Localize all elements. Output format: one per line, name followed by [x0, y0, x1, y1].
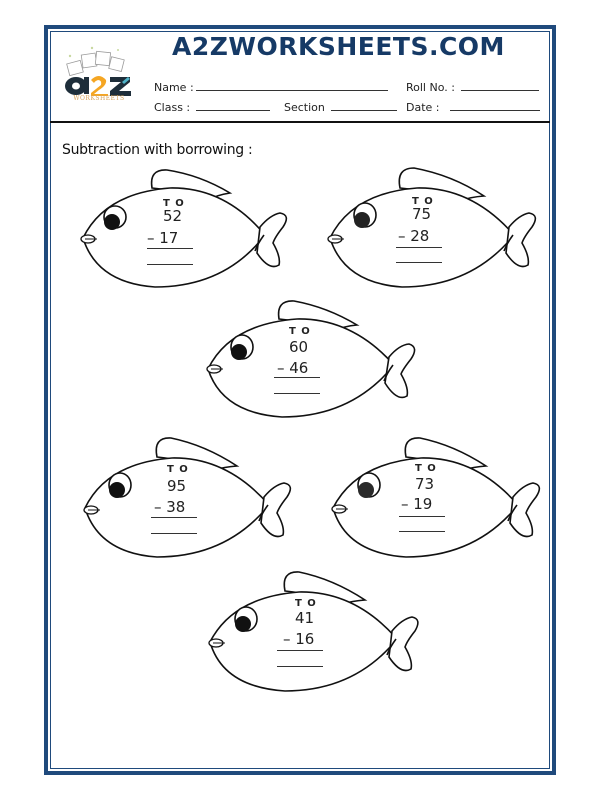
tens-ones-header: T O: [415, 463, 437, 474]
worksheet-title: Subtraction with borrowing :: [62, 142, 253, 158]
answer-line-1: [274, 377, 320, 378]
class-input-line[interactable]: [196, 100, 270, 111]
minuend: 73: [415, 475, 435, 493]
fish-problem-6: [203, 568, 423, 698]
date-input-line[interactable]: [450, 100, 540, 111]
roll-no-label: Roll No. :: [406, 81, 455, 94]
minuend: 75: [412, 205, 432, 223]
fish-icon: [77, 433, 297, 563]
tens-ones-header: T O: [412, 196, 434, 207]
subtrahend: – 46: [277, 359, 309, 377]
subtrahend: – 38: [154, 498, 186, 516]
fish-problem-5: [326, 433, 546, 563]
section-label: Section: [284, 101, 325, 114]
minuend: 60: [289, 338, 309, 356]
name-field[interactable]: [154, 80, 388, 94]
section-input-line[interactable]: [331, 100, 397, 111]
answer-line-1: [151, 517, 197, 518]
answer-line-2[interactable]: [399, 531, 445, 532]
class-label: Class :: [154, 101, 191, 114]
logo-caption: WORKSHEETS: [73, 95, 125, 102]
answer-line-1: [396, 247, 442, 248]
fish-icon: [202, 297, 422, 427]
subtrahend: – 16: [283, 630, 315, 648]
fish-problem-4: [77, 433, 297, 563]
roll-no-field[interactable]: [406, 80, 539, 94]
fish-icon: [322, 163, 542, 293]
tens-ones-header: T O: [167, 464, 189, 475]
minuend: 41: [295, 609, 315, 627]
tens-ones-header: T O: [289, 326, 311, 337]
answer-line-2[interactable]: [396, 262, 442, 263]
name-input-line[interactable]: [196, 80, 388, 91]
date-field[interactable]: [406, 100, 540, 114]
minuend: 52: [163, 207, 183, 225]
class-field[interactable]: [154, 100, 270, 114]
answer-line-2[interactable]: [274, 393, 320, 394]
answer-line-2[interactable]: [277, 666, 323, 667]
answer-line-1: [277, 650, 323, 651]
answer-line-2[interactable]: [151, 533, 197, 534]
subtrahend: – 28: [398, 227, 430, 245]
tens-ones-header: T O: [295, 598, 317, 609]
tens-ones-header: T O: [163, 198, 185, 209]
fish-problem-2: [322, 163, 542, 293]
fish-icon: [326, 433, 546, 563]
answer-line-2[interactable]: [147, 264, 193, 265]
answer-line-1: [399, 516, 445, 517]
section-field[interactable]: [284, 100, 397, 114]
roll-no-input-line[interactable]: [461, 80, 539, 91]
brand-title: A2ZWORKSHEETS.COM: [172, 32, 505, 61]
subtrahend: – 19: [401, 495, 433, 513]
fish-icon: [75, 165, 295, 295]
fish-problem-1: [75, 165, 295, 295]
date-label: Date :: [406, 101, 440, 114]
minuend: 95: [167, 477, 187, 495]
name-label: Name :: [154, 81, 194, 94]
fish-problem-3: [202, 297, 422, 427]
subtrahend: – 17: [147, 229, 179, 247]
header-divider: [50, 121, 550, 123]
answer-line-1: [147, 248, 193, 249]
